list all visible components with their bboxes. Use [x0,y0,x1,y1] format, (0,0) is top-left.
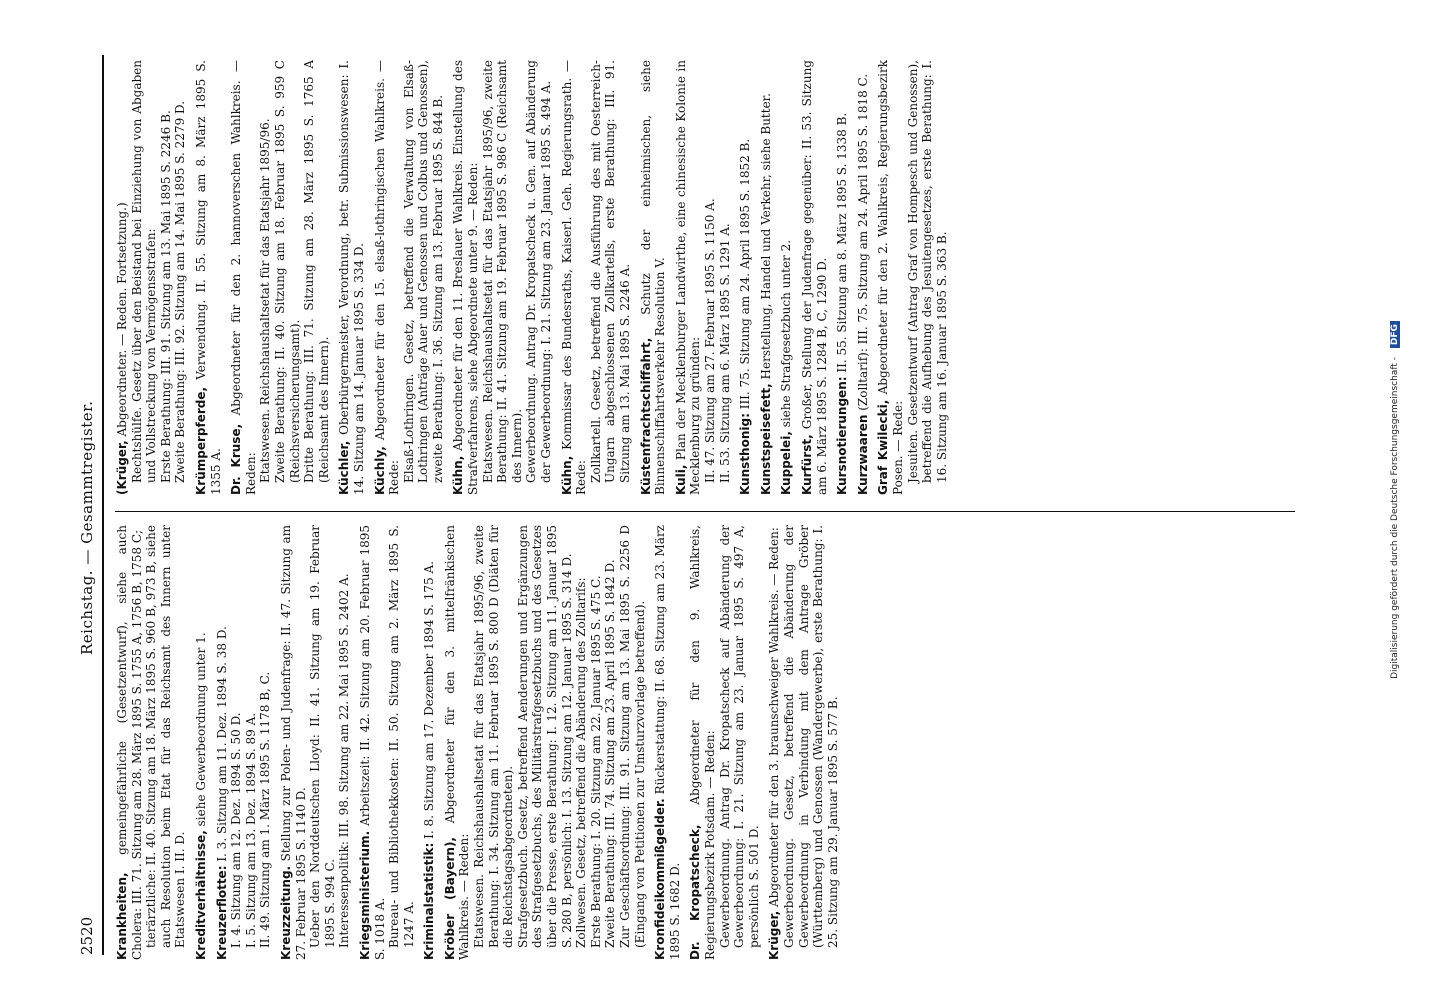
register-entry [194,60,223,495]
entry-line: (Zolltarif): III. 75. Sitzung am 24. April 1895 S. 1818 C. [855,73,870,415]
entry-headword: Küchler, [337,440,352,495]
running-title: Reichstag. — Gesammtregister. [78,400,96,655]
entry-line: II. 49. Sitzung am 1. März 1895 S. 1178 B, C. [258,671,273,948]
entry-headword: Krankheiten, [115,872,129,960]
register-entry [800,60,829,495]
entry-headword: Küstenfrachtschiffahrt, [638,337,653,495]
digitization-credit [1390,0,1400,1000]
header-rule [102,55,104,955]
entry-line: II. 47. Sitzung am 27. Februar 1895 S. 1150 A. [702,198,717,483]
page-header [72,75,108,955]
register-entry [443,525,647,960]
entry-headword: Kriminalstatistik: [422,842,437,960]
register-entry [767,525,840,960]
register-entry [835,60,850,495]
entry-line: gemeingefährliche (Gesetzentwurf), siehe auch Cholera: III. 71. Sitzung am 28. März 1895 S. 1755 A, 1756 B, 1758 C; [115,525,144,960]
entry-line: Abgeordneter für den 3. braunschweiger Wahlkreis. — Reden: [767,527,782,911]
register-entry [639,60,668,495]
entry-line: Zweite Berathung: II. 40. Sitzung am 18. Februar 1895 S. 959 C (Reichsversicherungsamt). [272,60,302,483]
register-entry [688,525,761,960]
entry-line: Abgeordneter. — Reden. Fortsetzung.) [115,202,129,441]
entry-line: I. 3. Sitzung am 11. Dez. 1894 S. 38 D. [214,626,229,866]
entry-line: Erste Berathung: III. 91. Sitzung am 13. Mai 1895 S. 2246 B. [158,110,173,483]
entry-line: I. 4. Sitzung am 12. Dez. 1894 S. 50 D. [229,712,244,948]
entry-line: Erste Berathung: I. 20. Sitzung am 22. Januar 1895 S. 475 C. [588,575,603,948]
entry-headword: Kühn, [559,455,574,495]
entry-line: I. 5. Sitzung am 13. Dez. 1894 S. 89 A. [243,712,258,948]
register-entry [779,60,794,495]
entry-line: Zur Geschäftsordnung: III. 91. Sitzung am 13. Mai 1895 S. 2256 D (Eingang von Petitionen zur Umsturzvorlage betreffend). [618,525,647,948]
register-entry [674,60,732,495]
entry-line: Rechtshülfe. Gesetz über den Beistand bei Einziehung von Abgaben und Vollstreckung von Vermögensstrafen: [129,60,159,483]
register-entry [229,60,331,495]
entry-headword: (Krüger, [115,440,129,495]
right-column [115,60,1315,495]
entry-line: Gewerbeordnung. Gesetz, betreffend die Abänderung der Gewerbeordnung in Verbindung mit dem Antrage Gröber (Württemberg) und Genossen (Wandergewerbe), erste Berathung: I. 25. Sitzung am 29. Januar 1895 S. 577 B. [781,525,840,948]
register-entry [194,525,209,960]
entry-line: Elsaß-Lothringen. Gesetz, betreffend die Verwaltung von Elsaß-Lothringen (Anträge Auer und Genossen und Colbus und Genossen), zweite Berathung: I. 36. Sitzung am 13. Februar 1895 S. 844 B. [401,60,445,483]
entry-line: Etatswesen. Reichshaushaltsetat für das Etatsjahr 1895/96. [258,118,273,483]
entry-headword: Kühn, [451,455,466,495]
register-entry [337,60,366,495]
entry-headword: Kreuzerflotte: [214,865,229,960]
entry-headword: Kuppelei, [779,431,794,495]
entry-headword: Graf Kwilecki, [876,399,891,495]
register-entry [215,525,273,960]
entry-line: Zweite Berathung: III. 92. Sitzung am 14. Mai 1895 S. 2279 D. [173,100,188,483]
entry-line: Herstellung, Handel und Verkehr, siehe Butter. [758,93,773,384]
entry-line: I. 8. Sitzung am 17. Dezember 1894 S. 175 A. [422,561,437,843]
credit-text: Digitalisierung gefördert durch die Deutsche Forschungsgemeinschaft - [1390,357,1400,679]
register-entry [856,60,871,495]
page-number: 2520 [78,916,96,955]
entry-line: Abgeordneter für den 9. Wahlkreis, Regierungsbezirk Potsdam. — Reden: [688,525,717,960]
entry-line: Strafgesetzbuch. Gesetz, betreffend Aenderungen und Ergänzungen des Strafgesetzbuchs, des Militärstrafgesetzbuchs und des Gesetzes über die Presse, erste Berathung: I. 12. Sitzung am 11. Januar 1895 S. 280 B, persönlich: I. 13. Sitzung am 12. Januar 1895 S. 314 D. [515,525,574,948]
entry-line: Plan der Mecklenburger Landwirthe, eine chinesische Kolonie in Mecklenburg zu gründen: [673,60,703,495]
entry-line: Ueber den Norddeutschen Lloyd: II. 41. Sitzung am 19. Februar 1895 S. 994 C. [308,525,337,948]
entry-headword: Kröber (Bayern), [442,837,457,960]
entry-line: Bureau- und Bibliothekkosten: II. 50. Sitzung am 2. März 1895 S. 1247 A. [387,525,416,948]
register-entry [876,60,949,495]
entry-line: Zollkartell. Gesetz, betreffend die Ausführung des mit Oesterreich-Ungarn abgeschlossenen Zollkartells, erste Berathung: III. 91. Sitzung am 13. Mai 1895 S. 2246 A. [588,60,632,483]
entry-line: II. 53. Sitzung am 6. März 1895 S. 1291 A. [717,223,732,483]
entry-headword: Kurfürst, [799,434,814,495]
entry-line: Zollwesen. Gesetz, betreffend die Abänderung des Zolltarifs: [574,577,589,948]
entry-line: Jesuiten. Gesetzentwurf (Antrag Graf von Hompesch und Genossen), betreffend die Aufhebung des Jesuitengesetzes, erste Berathung: I. 16. Sitzung am 16. Januar 1895 S. 363 B. [905,60,949,483]
register-entry [373,60,446,495]
entry-headword: Dr. Kropatscheck, [688,824,703,960]
register-entry [115,60,188,495]
left-column [115,525,1315,960]
entry-line: Etatswesen. Reichshaushaltsetat für das Etatsjahr 1895/96, zweite Berathung: II. 41. Sitzung am 19. Februar 1895 S. 986 C (Reichsamt des Innern). [480,60,524,483]
entry-line: tierärztliche: II. 40. Sitzung am 18. März 1895 S. 960 B, 973 B, siehe auch Resolution beim Etat für das Reichsamt des Innern unter Etatswesen I. II. D. [144,525,188,948]
entry-line: II. 55. Sitzung am 8. März 1895 S. 1338 B. [835,112,850,377]
entry-headword: Kursnotierungen: [835,376,850,495]
entry-line: Arbeitszeit: II. 42. Sitzung am 20. Februar 1895 S. 1018 A. [357,525,387,960]
entry-line: Verwendung. II. 55. Sitzung am 8. März 1895 S. 1355 A. [193,60,223,495]
entry-line: Abgeordneter für den 11. Breslauer Wahlkreis. Einstellung des Strafverfahrens, siehe Abgeordnete unter 9. — Reden: [451,60,481,495]
entry-line: Gewerbeordnung. Antrag Dr. Kropatscheck auf Abänderung der Gewerbeordnung: I. 21. Sitzung am 23. Januar 1895 S. 497 A, persönlich S. 501 D. [717,525,761,948]
register-entry [115,525,188,960]
entry-headword: Kreditverhältnisse, [193,830,208,960]
entry-line: Abgeordneter für den 2. hannoverschen Wahlkreis. — Reden: [229,60,258,495]
entry-headword: Dr. Kruse, [229,423,244,495]
entry-headword: Kunstspeisefett, [758,383,773,495]
entry-headword: Kronfideikommißgelder. [653,798,668,960]
entry-line: Zweite Berathung: III. 74. Sitzung am 23. April 1895 S. 1842 D. [603,559,618,948]
entry-line: Stellung zur Polen- und Judenfrage: II. 47. Sitzung am 27. Februar 1895 S. 1140 D. [278,525,308,960]
entry-line: Dritte Berathung: III. 71. Sitzung am 28. März 1895 S. 1765 A (Reichsamt des Innern). [302,60,331,483]
entry-line: Etatswesen. Reichshaushaltsetat für das Etatsjahr 1895/96, zweite Berathung: I. 34. Sitzung am 11. Februar 1895 S. 800 D (Diäten für die Reichstagsabgeordneten). [472,525,516,948]
entry-line: III. 75. Sitzung am 24. April 1895 S. 1852 B. [738,138,753,414]
entry-line: Gewerbeordnung. Antrag Dr. Kropatscheck u. Gen. auf Abänderung der Gewerbeordnung: I. 21. Sitzung am 23. Januar 1895 S. 494 A. [524,60,554,483]
entry-headword: Kreuzzeitung. [278,865,293,960]
entry-line: siehe Gewerbeordnung unter 1. [193,632,208,831]
register-entry [759,60,774,495]
entry-line: Schutz der einheimischen, siehe Binnenschiffahrtsverkehr Resolution V. [638,60,668,495]
register-entry [358,525,416,960]
dfg-logo: DFG [1390,321,1400,348]
entry-headword: Krümperpferde, [193,386,208,495]
register-entry [653,525,682,960]
entry-line: siehe Strafgesetzbuch unter 2. [779,239,794,432]
entry-line: Kommissar des Bundesraths, Kaiserl. Geh. Regierungsrath. — Rede: [559,60,589,495]
register-entry [738,60,753,495]
entry-line: Abgeordneter für den 15. elsaß-lothringischen Wahlkreis. — Rede: [372,60,402,495]
entry-line: Abgeordneter für den 3. mittelfränkischen Wahlkreis. — Reden: [442,525,472,960]
entry-line: Rückerstattung: II. 68. Sitzung am 23. März 1895 S. 1682 D. [653,525,682,960]
register-entry [451,60,553,495]
column-divider [115,511,1295,512]
entry-line: Abgeordneter für den 2. Wahlkreis, Regierungsbezirk Posen. — Rede: [876,60,905,495]
entry-line: Großer, Stellung der Judenfrage gegenüber: II. 53. Sitzung am 6. März 1895 S. 1284 B, C, 1290 D. [799,60,829,495]
register-entry [279,525,352,960]
entry-headword: Küchly, [372,446,387,495]
entry-headword: Kunsthonig: [738,413,753,495]
entry-headword: Krüger, [767,910,782,960]
entry-headword: Kriegsministerium. [357,830,372,960]
register-entry [422,525,437,960]
entry-line: Oberbürgermeister, Verordnung, betr. Submissionswesen: I. 14. Sitzung am 14. Januar 1895 S. 334 D. [337,60,366,495]
entry-headword: Kurzwaaren [855,414,870,495]
register-entry [560,60,633,495]
entry-headword: Kuli, [673,464,688,495]
entry-line: Interessenpolitik: III. 98. Sitzung am 22. Mai 1895 S. 2402 A. [337,573,352,948]
